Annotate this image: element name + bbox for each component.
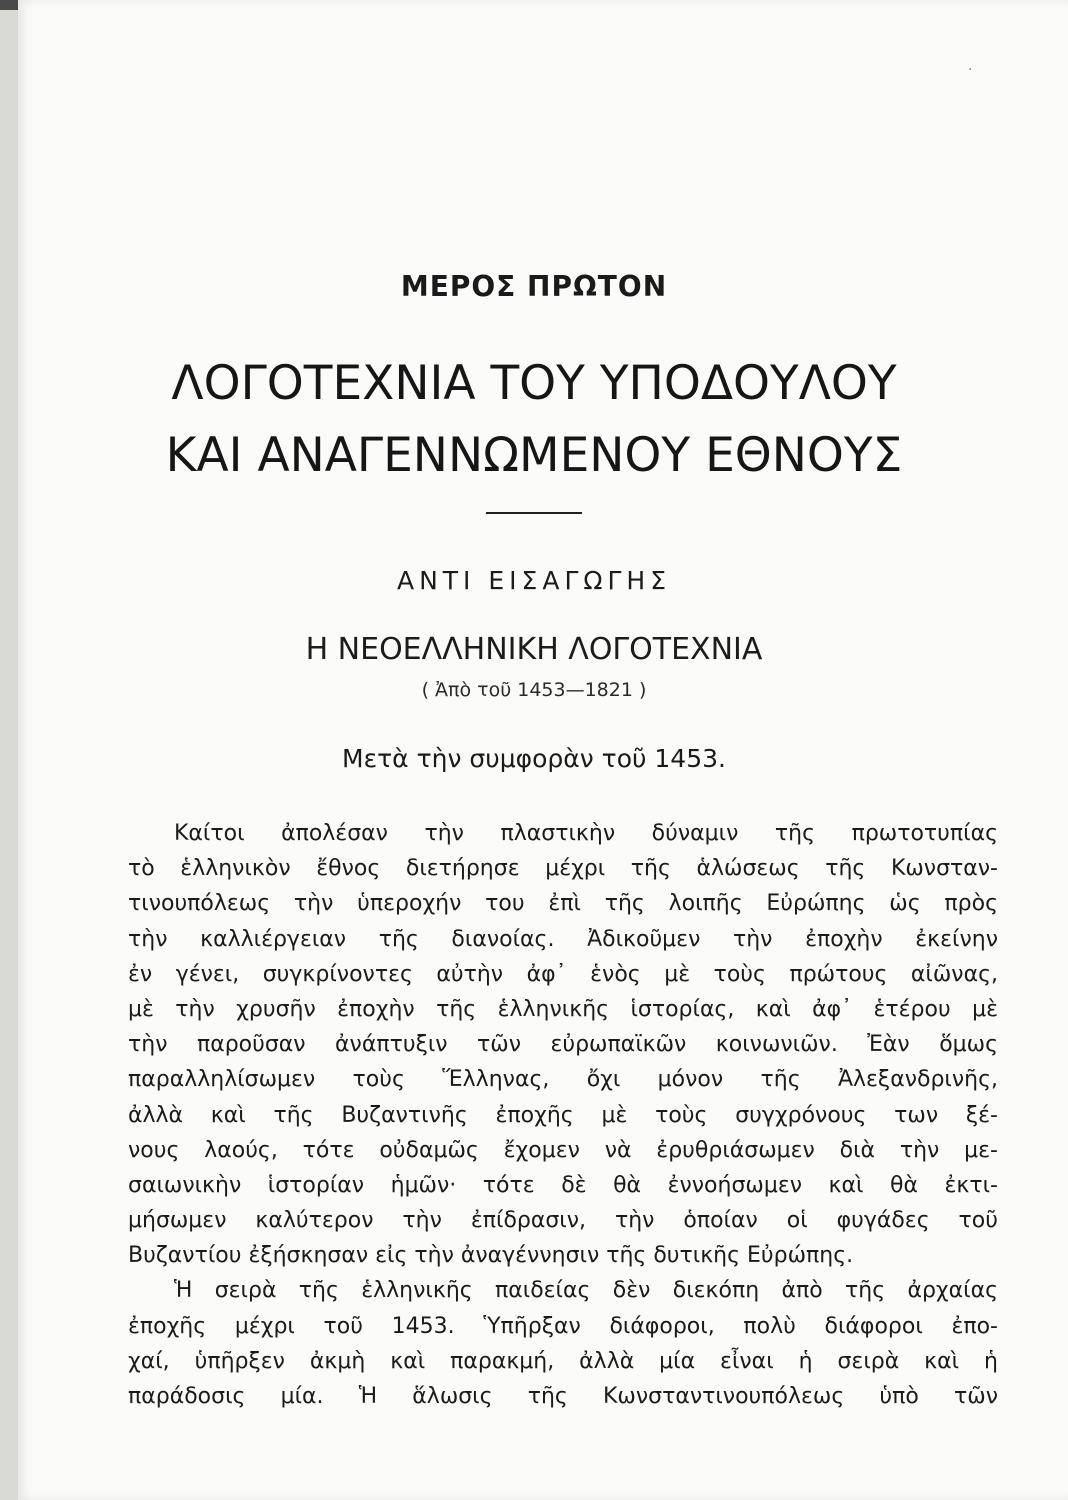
- body-line: μὲ τὴν χρυσῆν ἐποχὴν τῆς ἑλληνικῆς ἱστορίας, καὶ ἀφ᾿ ἑτέρου μὲ: [128, 996, 998, 1022]
- body-line: παραλληλίσωμεν τοὺς Ἕλληνας, ὄχι μόνον τῆς Ἀλεξανδρινῆς,: [128, 1067, 998, 1093]
- body-line: Καίτοι ἀπολέσαν τὴν πλαστικὴν δύναμιν τῆς πρωτοτυπίας: [174, 821, 998, 846]
- body-line: παράδοσις μία. Ἡ ἅλωσις τῆς Κωνσταντινουπόλεως ὑπὸ τῶν: [128, 1384, 998, 1409]
- body-line: ἐποχῆς μέχρι τοῦ 1453. Ὑπῆρξαν διάφοροι, πολὺ διάφοροι ἐπο-: [128, 1313, 998, 1339]
- body-line: μήσωμεν καλύτερον τὴν ἐπίδρασιν, τὴν ὁποίαν οἱ φυγάδες τοῦ: [128, 1208, 998, 1234]
- body-line: χαί, ὑπῆρξεν ἀκμὴ καὶ παρακμή, ἀλλὰ μία εἶναι ἡ σειρὰ καὶ ἡ: [128, 1348, 998, 1374]
- body-line: ἐν γένει, συγκρίνοντες αὐτὴν ἀφ᾿ ἑνὸς μὲ τοὺς πρώτους αἰῶνας,: [128, 961, 998, 987]
- title-divider: [486, 512, 582, 514]
- main-title-line-2: ΚΑΙ ΑΝΑΓΕΝΝΩΜΕΝΟΥ ΕΘΝΟΥΣ: [165, 428, 903, 483]
- part-title: ΜΕΡΟΣ ΠΡΩΤΟΝ: [400, 270, 668, 303]
- main-title-line-1: ΛΟΓΟΤΕΧΝΙΑ ΤΟΥ ΥΠΟΔΟΥΛΟΥ: [171, 356, 897, 411]
- body-text: [128, 816, 998, 1414]
- body-line: Ἡ σειρὰ τῆς ἑλληνικῆς παιδείας δὲν διεκόπη ἀπὸ τῆς ἀρχαίας: [174, 1278, 998, 1304]
- section-title: Η ΝΕΟΕΛΛΗΝΙΚΗ ΛΟΓΟΤΕΧΝΙΑ: [305, 632, 763, 667]
- section-subtitle: ( Ἀπὸ τοῦ 1453—1821 ): [421, 679, 647, 701]
- intro-title: ΑΝΤΙ ΕΙΣΑΓΩΓΗΣ: [396, 566, 672, 595]
- chapter-heading: Μετὰ τὴν συμφορὰν τοῦ 1453.: [342, 744, 726, 773]
- page-corner-mark: ·: [968, 62, 973, 78]
- body-line: ἀλλὰ καὶ τῆς Βυζαντινῆς ἐποχῆς μὲ τοὺς συγχρόνους των ξέ-: [128, 1102, 998, 1128]
- body-line: σαιωνικὴν ἱστορίαν ἡμῶν· τότε δὲ θὰ ἐννοήσωμεν καὶ θὰ ἐκτι-: [128, 1172, 998, 1198]
- body-line: νους λαούς, τότε οὐδαμῶς ἔχομεν νὰ ἐρυθριάσωμεν διὰ τὴν με-: [128, 1137, 998, 1163]
- body-line: τὸ ἑλληνικὸν ἔθνος διετήρησε μέχρι τῆς ἁλώσεως τῆς Κωνσταν-: [128, 856, 998, 882]
- body-line: τινουπόλεως τὴν ὑπεροχήν του ἐπὶ τῆς λοιπῆς Εὐρώπης ὡς πρὸς: [128, 891, 998, 917]
- body-line: τὴν καλλιέργειαν τῆς διανοίας. Ἀδικοῦμεν τὴν ἐποχὴν ἐκείνην: [128, 926, 998, 952]
- body-line: τὴν παροῦσαν ἀνάπτυξιν τῶν εὐρωπαϊκῶν κοινωνιῶν. Ἐὰν ὅμως: [128, 1032, 998, 1058]
- body-line: Βυζαντίου ἐξήσκησαν εἰς τὴν ἀναγέννησιν τῆς δυτικῆς Εὐρώπης.: [128, 1243, 854, 1269]
